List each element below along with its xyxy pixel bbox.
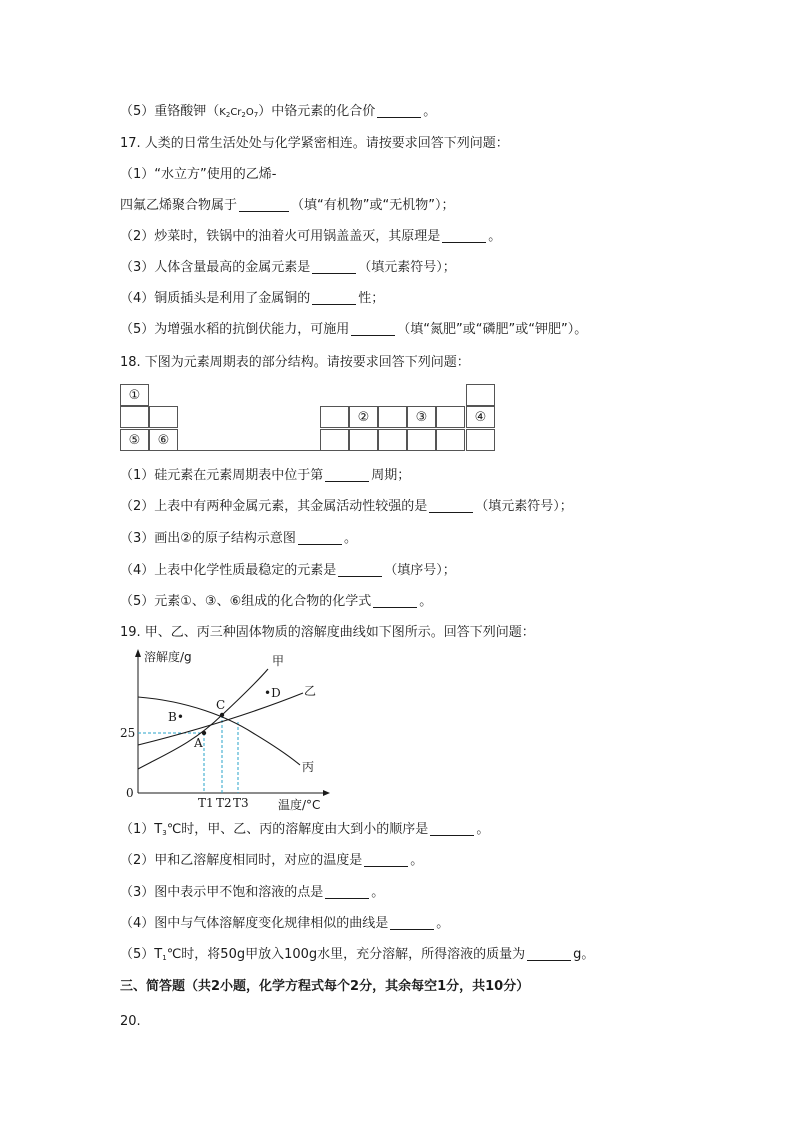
cell-1: ① (120, 384, 149, 406)
cell-empty (149, 406, 178, 428)
y-axis-label: 溶解度/g (144, 650, 192, 664)
answer-blank[interactable] (373, 594, 417, 608)
q18-item2: （2）上表中有两种金属元素，其金属活动性较强的是 （填元素符号）； (120, 499, 573, 514)
q17-item2: （2）炒菜时，铁锅中的油着火可用锅盖盖灭，其原理是 。 (120, 229, 502, 244)
cell-3: ③ (407, 406, 436, 428)
x-axis-label: 温度/°C (278, 798, 321, 812)
cell-empty (466, 384, 495, 406)
curve-jia-label: 甲 (272, 654, 285, 668)
periodic-table-fragment (120, 384, 500, 452)
x-tick-t2: T2 (216, 796, 232, 810)
answer-blank[interactable] (338, 563, 382, 577)
divider (178, 450, 320, 451)
curve-bing-label: 丙 (302, 760, 315, 774)
q19-item5: $(5)T_1℃$时，将50g甲放入100g水里，充分溶解，所得溶液的质量为 g。 (120, 947, 595, 962)
origin-label: 0 (126, 786, 134, 800)
cell-empty (378, 429, 407, 451)
q19-item1: $(1)T_3℃$时，甲、乙、丙的溶解度由大到小的顺序是 。 (120, 822, 490, 837)
curve-jia (138, 669, 268, 769)
cell-empty (320, 406, 349, 428)
point-c-marker (220, 713, 224, 717)
point-c-label: C (216, 698, 226, 712)
answer-blank[interactable] (377, 104, 421, 118)
x-tick-t3: T3 (233, 796, 249, 810)
q19-item3: （3）图中表示甲不饱和溶液的点是 。 (120, 885, 385, 900)
q18-item4: （4）上表中化学性质最稳定的元素是 （填序号）； (120, 563, 456, 578)
cell-empty (120, 406, 149, 428)
point-b-label: B• (168, 710, 184, 724)
point-a-marker (202, 731, 206, 735)
y-axis-arrow-icon (135, 649, 141, 657)
q17-item1-b: 四氟乙烯聚合物属于 （填“有机物”或“无机物”）； (120, 198, 455, 213)
answer-blank[interactable] (429, 499, 473, 513)
point-a-label: A (194, 736, 203, 750)
cell-6: ⑥ (149, 429, 178, 451)
cell-2: ② (349, 406, 378, 428)
q17-stem: 17. 人类的日常生活处处与化学紧密相连。请按要求回答下列问题： (120, 136, 509, 151)
x-tick-t1: T1 (198, 796, 214, 810)
q17-item4: （4）铜质插头是利用了金属铜的 性； (120, 291, 385, 306)
answer-blank[interactable] (312, 291, 356, 305)
q19-item4: （4）图中与气体溶解度变化规律相似的曲线是 。 (120, 916, 450, 931)
cell-empty (407, 429, 436, 451)
answer-blank[interactable] (527, 947, 571, 961)
q19-item2: （2）甲和乙溶解度相同时，对应的温度是 。 (120, 853, 424, 868)
cell-4: ④ (466, 406, 495, 428)
cell-empty (436, 406, 465, 428)
q16-item5: （5）重铬酸钾$(K_2Cr_2O_7)$中铬元素的化合价 。 (120, 104, 437, 119)
q18-stem: 18. 下图为元素周期表的部分结构。请按要求回答下列问题： (120, 355, 470, 370)
y-tick-25: 25 (120, 726, 136, 740)
cell-empty (466, 429, 495, 451)
q19-stem: 19. 甲、乙、丙三种固体物质的溶解度曲线如下图所示。回答下列问题： (120, 625, 535, 640)
q17-item1-a: （1）“水立方”使用的乙烯- (120, 167, 277, 182)
q18-item3: （3）画出②的原子结构示意图 。 (120, 531, 357, 546)
cell-empty (436, 429, 465, 451)
answer-blank[interactable] (351, 322, 395, 336)
cell-empty (378, 406, 407, 428)
q18-item1: （1）硅元素在元素周期表中位于第 周期； (120, 468, 411, 483)
q17-item3: （3）人体含量最高的金属元素是 （填元素符号）； (120, 260, 456, 275)
q17-item5: （5）为增强水稻的抗倒伏能力，可施用 （填“氮肥”或“磷肥”或“钾肥”）。 (120, 322, 588, 337)
answer-blank[interactable] (390, 916, 434, 930)
point-d-label: •D (264, 686, 281, 700)
solubility-curve-graph (118, 645, 338, 815)
cell-empty (349, 429, 378, 451)
answer-blank[interactable] (239, 198, 289, 212)
cell-empty (320, 429, 349, 451)
answer-blank[interactable] (325, 885, 369, 899)
answer-blank[interactable] (325, 468, 369, 482)
answer-blank[interactable] (364, 853, 408, 867)
section-heading: 三、简答题（共2小题，化学方程式每个2分，其余每空1分，共10分） (120, 979, 530, 994)
answer-blank[interactable] (298, 531, 342, 545)
cell-5: ⑤ (120, 429, 149, 451)
answer-blank[interactable] (442, 229, 486, 243)
q20-number: 20. (120, 1014, 141, 1029)
curve-yi-label: 乙 (304, 684, 317, 698)
answer-blank[interactable] (312, 260, 356, 274)
q18-item5: （5）元素①、③、⑥组成的化合物的化学式 。 (120, 594, 433, 609)
formula-k2cr2o7: $K_2Cr_2O_7$ (219, 107, 259, 119)
x-axis-arrow-icon (323, 790, 330, 796)
answer-blank[interactable] (430, 822, 474, 836)
